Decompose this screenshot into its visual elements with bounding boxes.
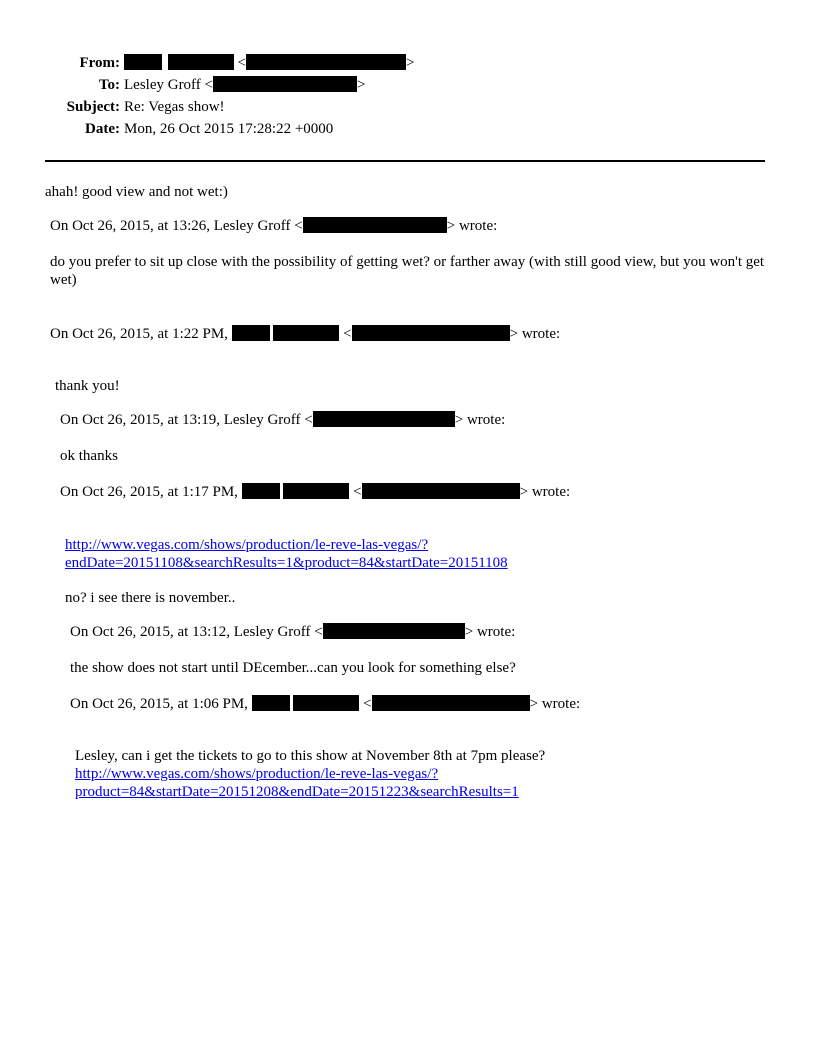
quote-attribution — [50, 217, 497, 235]
redaction-box — [213, 76, 357, 92]
attribution-suffix: > wrote: — [509, 326, 561, 342]
redaction-box — [362, 483, 520, 499]
quote-attribution: On Oct 26, 2015, at 1:06 PM, < > wrote: — [70, 696, 581, 712]
reply-text: ahah! good view and not wet:) — [45, 184, 228, 200]
redaction-box — [313, 411, 455, 427]
redaction-box — [293, 695, 359, 711]
attribution-text: On Oct 26, 2015, at 13:12, Lesley Groff < — [70, 624, 323, 640]
redaction-box — [242, 483, 280, 499]
to-label: To: — [98, 77, 120, 93]
quote-text: ok thanks — [60, 448, 118, 464]
attribution-text: On Oct 26, 2015, at 1:06 PM, — [70, 696, 248, 712]
to-name: Lesley Groff — [124, 77, 201, 93]
redaction-box — [283, 483, 349, 499]
quote-attribution: On Oct 26, 2015, at 1:22 PM, < > wrote: — [50, 326, 561, 342]
vegas-link-line-1[interactable]: http://www.vegas.com/shows/production/le-reve-las-vegas/? — [65, 537, 429, 553]
redaction-box — [252, 695, 290, 711]
from-label: From: — [79, 55, 120, 71]
attribution-text: On Oct 26, 2015, at 1:17 PM, — [60, 484, 238, 500]
quoted-link[interactable] — [75, 765, 519, 801]
quote-attribution — [70, 623, 515, 641]
to-value: Lesley Groff < > — [124, 77, 366, 93]
quote-attribution — [60, 411, 505, 429]
subject-value: Re: Vegas show! — [124, 99, 225, 115]
quote-text: no? i see there is november.. — [65, 590, 236, 606]
quoted-link[interactable] — [65, 536, 508, 572]
from-value: < > — [124, 54, 414, 72]
vegas-link-line-2[interactable]: product=84&startDate=20151208&endDate=20151223&searchResults=1 — [75, 784, 519, 800]
redaction-box — [168, 54, 234, 70]
quote-text: do you prefer to sit up close with the possibility of getting wet? or farther away (with still good view, but you won't get wet) — [50, 254, 765, 288]
vegas-link-line-1[interactable]: http://www.vegas.com/shows/production/le-reve-las-vegas/? — [75, 766, 439, 782]
attribution-suffix: > wrote: — [446, 218, 498, 234]
attribution-text: On Oct 26, 2015, at 1:22 PM, — [50, 326, 228, 342]
redaction-box — [124, 54, 162, 70]
quote-text: thank you! — [55, 378, 120, 394]
date-label: Date: — [85, 121, 120, 137]
attribution-text: On Oct 26, 2015, at 13:19, Lesley Groff < — [60, 412, 313, 428]
vegas-link-line-2[interactable]: endDate=20151108&searchResults=1&product=84&startDate=20151108 — [65, 555, 508, 571]
attribution-text: On Oct 26, 2015, at 13:26, Lesley Groff < — [50, 218, 303, 234]
attribution-suffix: > wrote: — [464, 624, 516, 640]
subject-label: Subject: — [66, 99, 120, 115]
quote-text: Lesley, can i get the tickets to go to this show at November 8th at 7pm please? — [75, 748, 546, 764]
attribution-suffix: > wrote: — [529, 696, 581, 712]
attribution-suffix: > wrote: — [454, 412, 506, 428]
header-divider — [45, 160, 765, 162]
quote-text: the show does not start until DEcember...can you look for something else? — [70, 660, 516, 676]
attribution-suffix: > wrote: — [519, 484, 571, 500]
redaction-box — [352, 325, 510, 341]
redaction-box — [273, 325, 339, 341]
redaction-box — [232, 325, 270, 341]
date-value: Mon, 26 Oct 2015 17:28:22 +0000 — [124, 121, 334, 137]
redaction-box — [303, 217, 447, 233]
redaction-box — [246, 54, 406, 70]
quote-attribution: On Oct 26, 2015, at 1:17 PM, < > wrote: — [60, 484, 571, 500]
redaction-box — [323, 623, 465, 639]
redaction-box — [372, 695, 530, 711]
